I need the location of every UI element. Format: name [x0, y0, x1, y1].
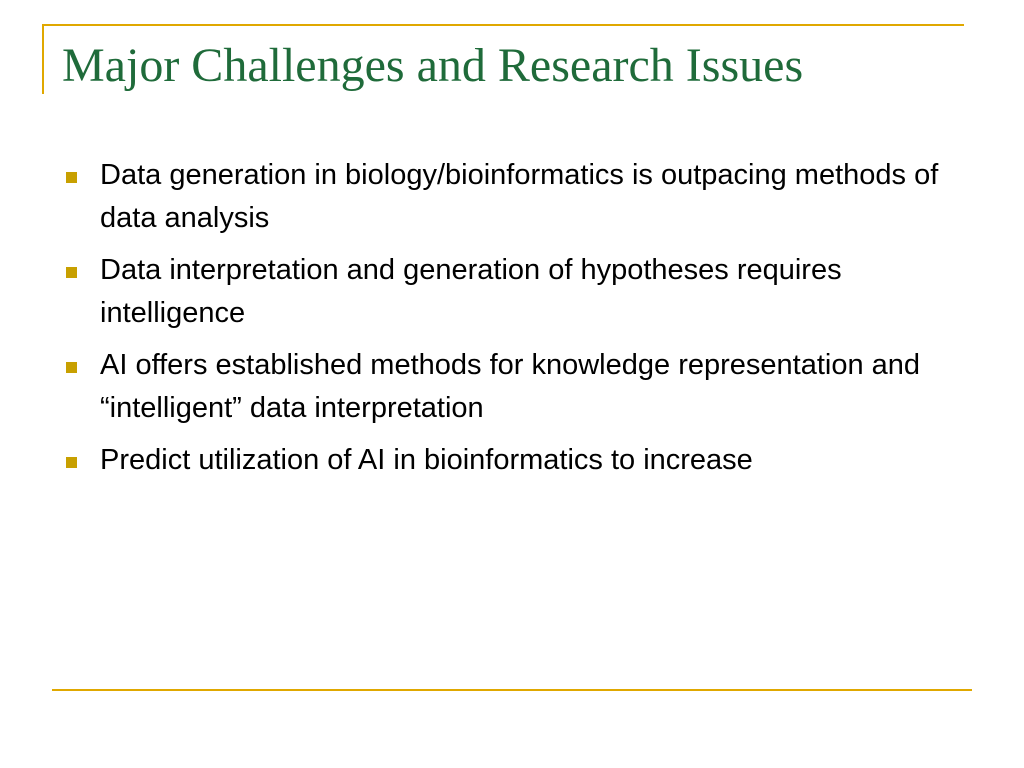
square-bullet-icon	[66, 457, 77, 468]
square-bullet-icon	[66, 267, 77, 278]
bullet-text: AI offers established methods for knowledge representation and “intelligent” data interpretation	[100, 349, 921, 424]
top-accent-line	[42, 24, 964, 26]
square-bullet-icon	[66, 362, 77, 373]
bottom-accent-line	[52, 689, 972, 691]
bullet-text: Predict utilization of AI in bioinformatics to increase	[100, 444, 753, 476]
bullet-item	[62, 154, 962, 240]
left-accent-line	[42, 24, 44, 94]
slide-title: Major Challenges and Research Issues	[62, 39, 804, 92]
bullet-item	[62, 249, 962, 335]
bullet-text: Data interpretation and generation of hypotheses requires intelligence	[100, 254, 842, 329]
bullet-item	[62, 344, 962, 430]
square-bullet-icon	[66, 172, 77, 183]
bullet-text: Data generation in biology/bioinformatics is outpacing methods of data analysis	[100, 159, 939, 234]
bullet-list	[62, 154, 962, 491]
bullet-item	[62, 439, 962, 482]
